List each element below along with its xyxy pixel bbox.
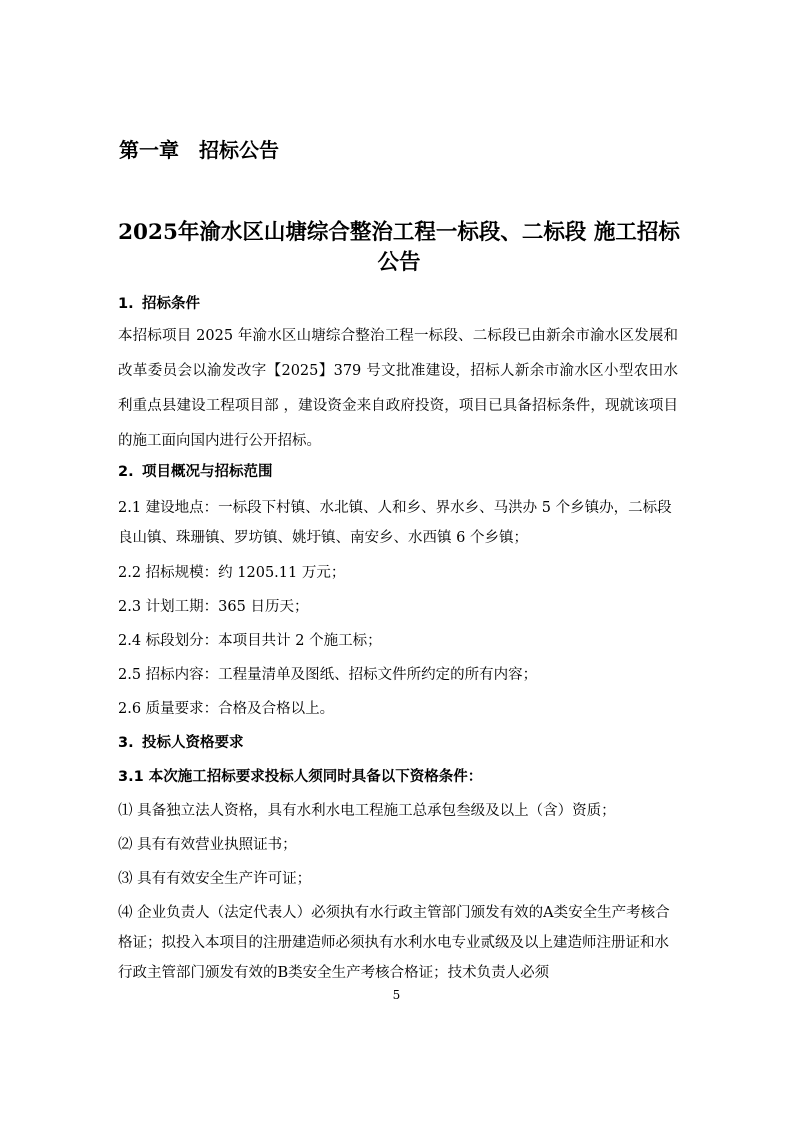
section-2-item: 2.4 标段划分：本项目共计 2 个施工标； bbox=[118, 633, 382, 649]
chapter-title: 第一章 招标公告 bbox=[119, 138, 279, 162]
section-3-title: 投标人资格要求 bbox=[142, 735, 244, 751]
section-3-item: ⑴ 具备独立法人资格，具有水利水电工程施工总承包叁级及以上（含）资质； bbox=[118, 803, 616, 819]
section-2-heading bbox=[118, 462, 678, 482]
section-3-item: ⑷ 企业负责人（法定代表人）必须执有水行政主管部门颁发有效的A类安全生产考核合格证；拟投入本项目的注册建造师必须执有水利水电专业贰级及以上建造师注册证和水行政主管部门颁发有效的B类安全生产考核合格证；技术负责人必须 bbox=[118, 905, 670, 981]
section-2-number: 2. bbox=[118, 464, 134, 480]
section-2-item: 2.3 计划工期：365 日历天； bbox=[118, 599, 309, 615]
section-3-item: ⑵ 具有有效营业执照证书； bbox=[118, 837, 297, 853]
section-2-item: 2.5 招标内容：工程量清单及图纸、招标文件所约定的所有内容； bbox=[118, 667, 538, 683]
section-1-title: 招标条件 bbox=[142, 296, 200, 312]
section-2-item: 2.1 建设地点：一标段下村镇、水北镇、人和乡、界水乡、马洪办 5 个乡镇办，二标段良山镇、珠珊镇、罗坊镇、姚圩镇、南安乡、水西镇 6 个乡镇； bbox=[118, 500, 672, 546]
section-2-item: 2.6 质量要求：合格及合格以上。 bbox=[118, 701, 335, 717]
section-2-item: 2.2 招标规模：约 1205.11 万元； bbox=[118, 565, 346, 581]
section-3-heading bbox=[118, 733, 678, 753]
section-3-item: ⑶ 具有有效安全生产许可证； bbox=[118, 871, 312, 887]
document-title: 2025年渝水区山塘综合整治工程一标段、二标段 施工招标公告 bbox=[118, 220, 680, 275]
section-1-text: 本招标项目 2025 年渝水区山塘综合整治工程一标段、二标段已由新余市渝水区发展和改革委员会以渝发改字【2025】379 号文批准建设，招标人新余市渝水区小型农田水利重点县建设工程项目部 ，建设资金来自政府投资，项目已具备招标条件，现就该项目的施工面向国内进行公开招标。 bbox=[118, 328, 678, 449]
section-1-heading bbox=[118, 294, 678, 314]
section-3-number: 3. bbox=[118, 735, 134, 751]
section-2-title: 项目概况与招标范围 bbox=[142, 464, 273, 480]
page-number: 5 bbox=[392, 988, 401, 1002]
section-3-subtitle: 3.1 本次施工招标要求投标人须同时具备以下资格条件： bbox=[118, 769, 483, 785]
section-1-number: 1. bbox=[118, 296, 134, 312]
document-body bbox=[118, 294, 678, 988]
